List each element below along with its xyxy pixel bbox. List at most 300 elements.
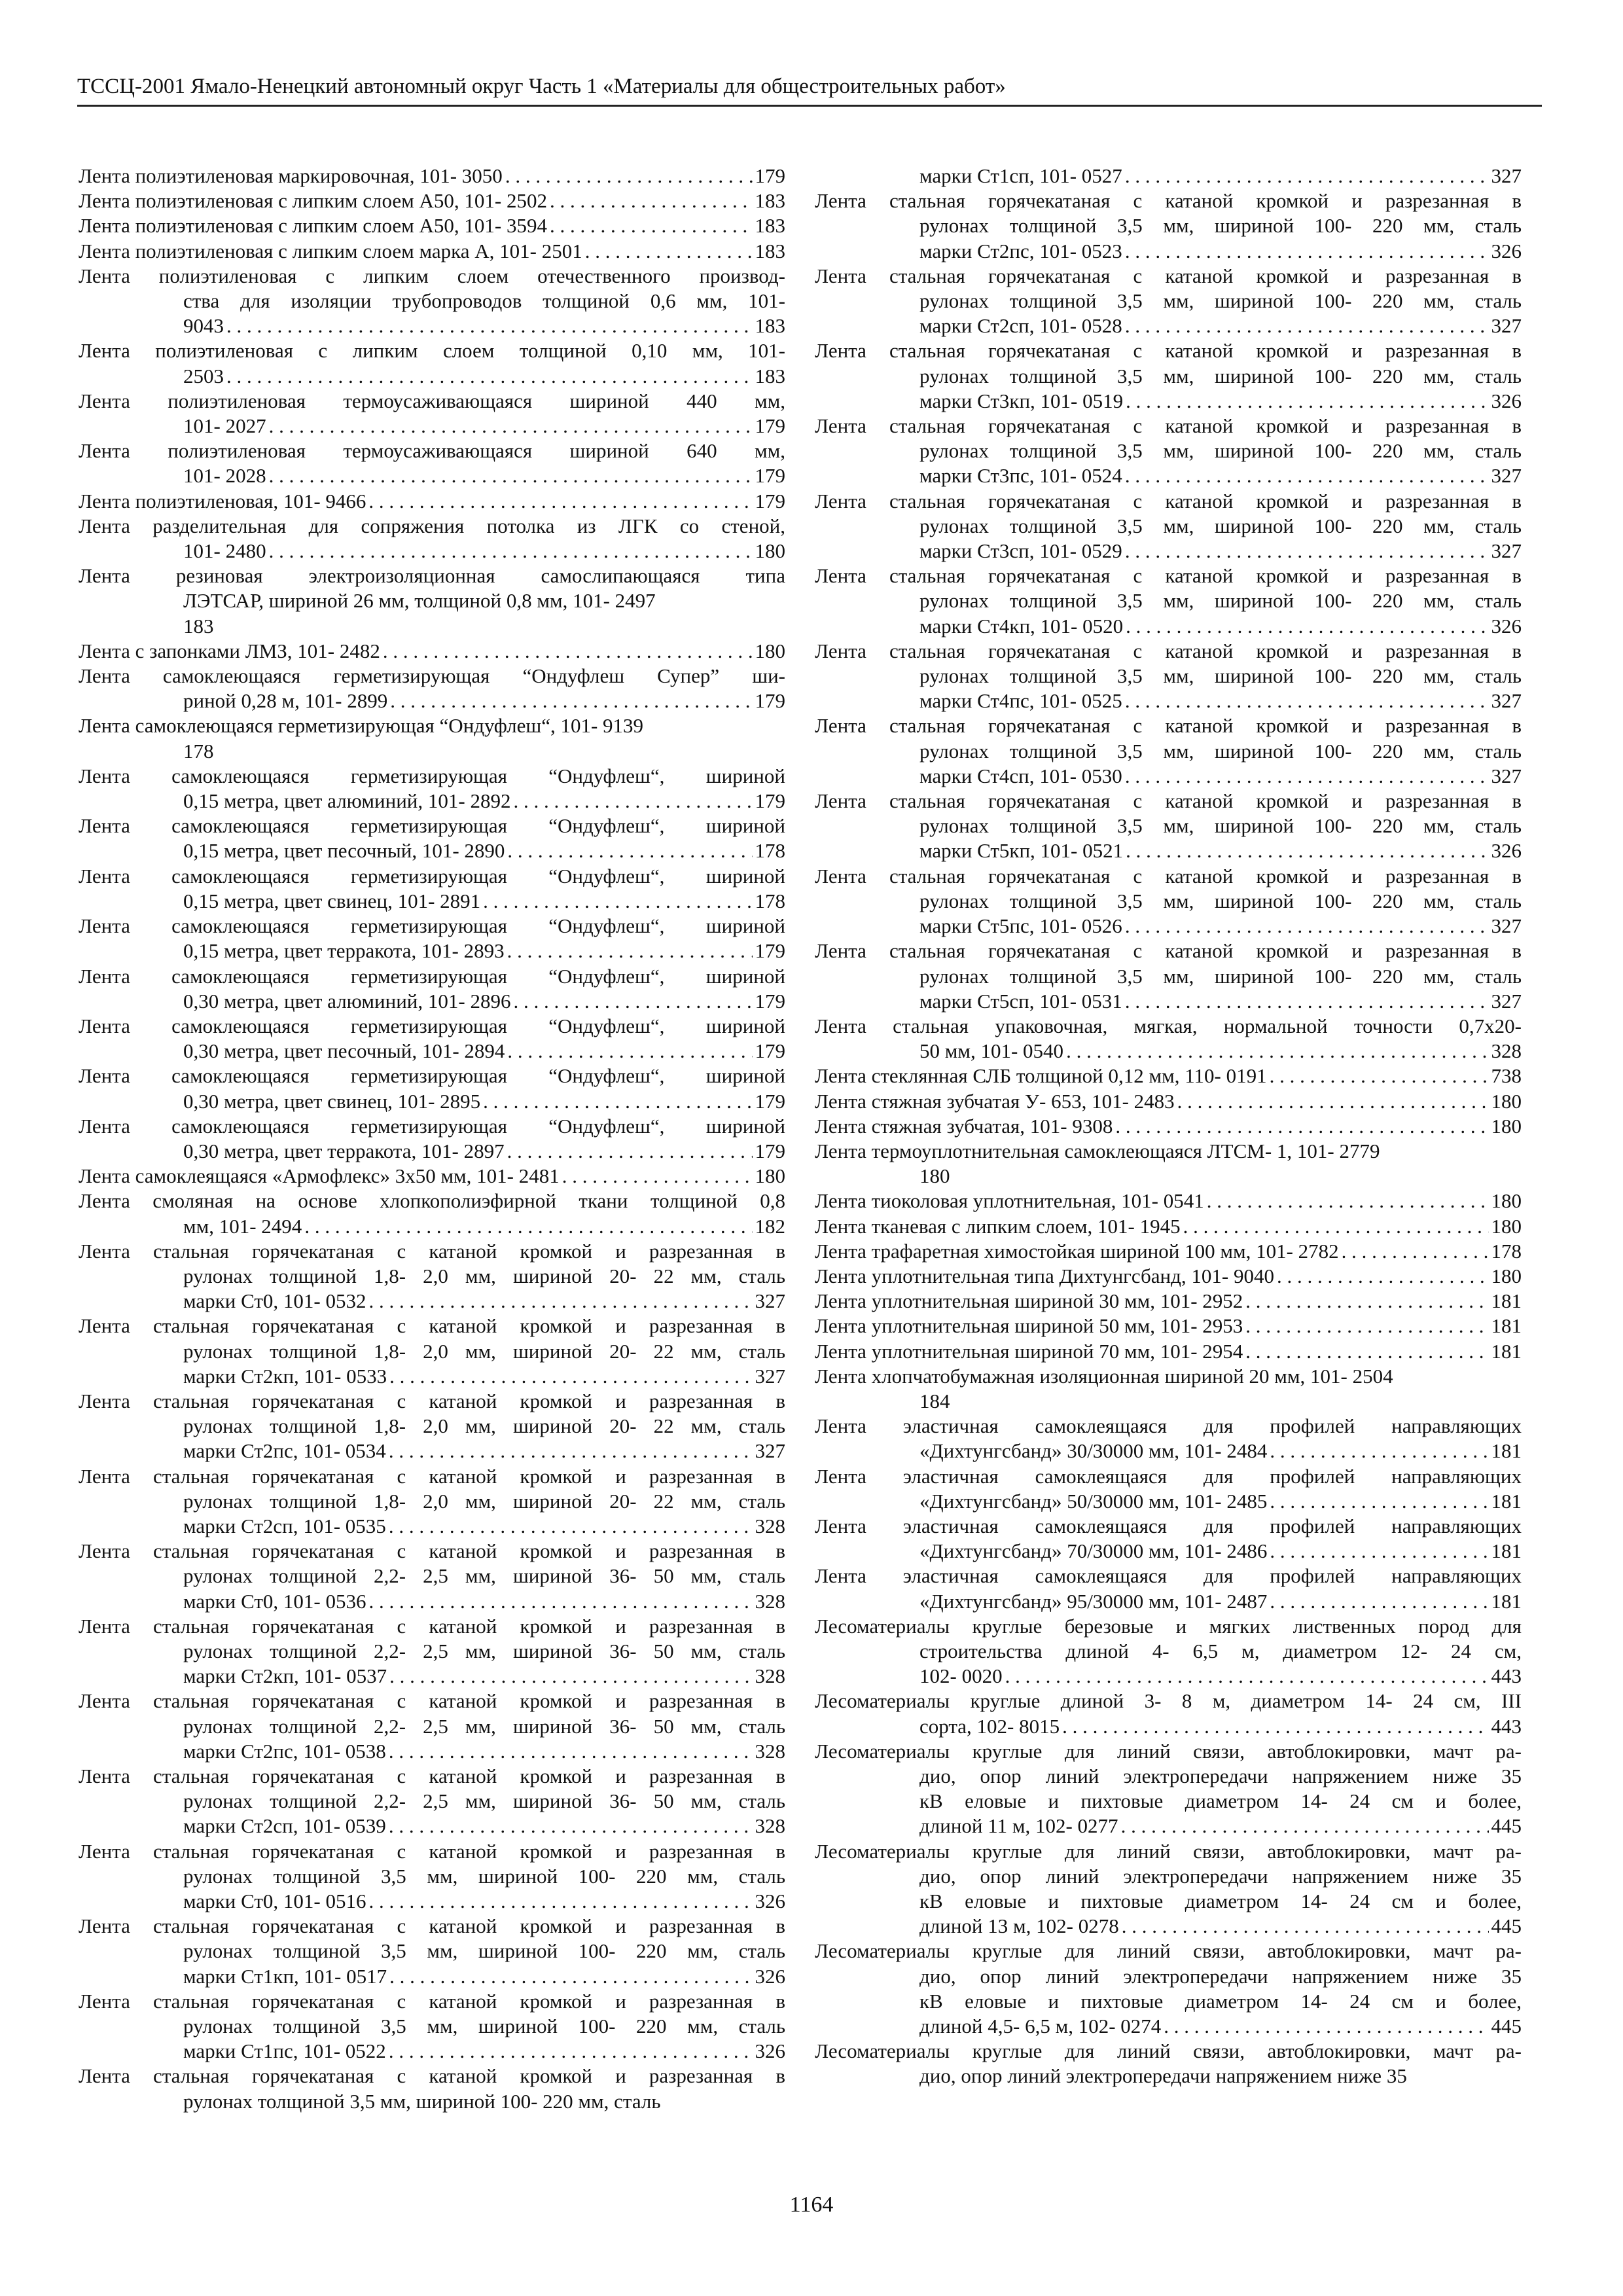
entry-line: Лесоматериалы круглые березовые и мягких лиственных пород для: [815, 1614, 1522, 1638]
dot-leader: [1126, 614, 1488, 639]
dot-leader: [389, 1364, 752, 1389]
entry-line: Лента стальная горячекатаная с катаной кромкой и разрезанная в: [79, 1839, 785, 1863]
index-entry: [815, 1739, 1522, 1839]
entry-page-ref: 327: [1491, 464, 1522, 488]
entry-line: Лента самоклеющаяся герметизирующая “Ондуфлеш“, шириной: [79, 1064, 785, 1088]
index-entry: [79, 1539, 785, 1614]
entry-line: [815, 164, 1522, 188]
index-entry: [79, 564, 785, 639]
entry-line: строительства длиной 4- 6,5 м, диаметром 12- 24 см,: [919, 1639, 1522, 1662]
index-entry: [815, 1464, 1522, 1514]
dot-leader: [389, 1514, 753, 1539]
entry-line: [79, 989, 785, 1014]
entry-page-ref: 443: [1491, 1714, 1522, 1738]
entry-page-ref: 179: [755, 489, 785, 512]
entry-text: 101- 2027: [183, 414, 266, 438]
index-entry: [815, 1289, 1522, 1314]
index-entry: [815, 2039, 1522, 2089]
index-entry: [79, 164, 785, 188]
index-entry: [815, 1939, 1522, 2039]
entry-text: 0,15 метра, цвет свинец, 101- 2891: [183, 889, 481, 912]
index-entry: [79, 439, 785, 488]
entry-page-ref: 183: [755, 364, 785, 387]
entry-line: [79, 1589, 785, 1614]
entry-line: [79, 239, 785, 264]
entry-line: Лента стальная горячекатаная с катаной кромкой и разрезанная в: [815, 939, 1522, 963]
index-entry: [79, 1464, 785, 1539]
index-entry: [815, 1114, 1522, 1139]
entry-page-ref: 179: [755, 689, 785, 713]
index-entry: [79, 1064, 785, 1113]
entry-line: Лента полиэтиленовая термоусаживающаяся шириной 440 мм,: [79, 389, 785, 412]
index-entry: [79, 1989, 785, 2064]
entry-line: [79, 1814, 785, 1839]
entry-text: марки Ст4пс, 101- 0525: [919, 689, 1122, 713]
index-entry: [79, 1164, 785, 1189]
entry-text: марки Ст2пс, 101- 0538: [183, 1739, 386, 1763]
entry-line: рулонах толщиной 3,5 мм, шириной 100- 220 мм, сталь: [919, 814, 1522, 838]
entry-text: «Дихтунгсбанд» 30/30000 мм, 101- 2484: [919, 1439, 1268, 1463]
entry-line: рулонах толщиной 1,8- 2,0 мм, шириной 20- 22 мм, сталь: [183, 1339, 785, 1363]
entry-page-ref: 328: [755, 1514, 785, 1537]
entry-page-ref: 180: [1491, 1089, 1522, 1113]
entry-line: [815, 463, 1522, 488]
entry-page-ref: 328: [755, 1739, 785, 1763]
entry-page-ref: 181: [1491, 1439, 1522, 1463]
dot-leader: [1245, 1289, 1488, 1314]
entry-text: марки Ст2сп, 101- 0539: [183, 1814, 386, 1838]
entry-text: Лента стеклянная СЛБ толщиной 0,12 мм, 110- 0191: [815, 1064, 1267, 1088]
entry-line: [815, 1814, 1522, 1839]
dot-leader: [390, 689, 752, 713]
index-entry: [815, 1089, 1522, 1114]
entry-line: [79, 1889, 785, 1914]
entry-page-ref: 179: [755, 164, 785, 187]
entry-page-ref: 178: [1491, 1239, 1522, 1263]
entry-text: «Дихтунгсбанд» 95/30000 мм, 101- 2487: [919, 1589, 1268, 1613]
dot-leader: [585, 239, 753, 264]
entry-line: [815, 1264, 1522, 1289]
entry-text: Лента уплотнительная шириной 70 мм, 101- 2954: [815, 1339, 1243, 1363]
entry-line: [815, 1489, 1522, 1514]
dot-leader: [507, 838, 752, 863]
entry-text: 0,30 метра, цвет терракота, 101- 2897: [183, 1139, 505, 1162]
entry-line: [815, 1439, 1522, 1463]
entry-text: длиной 4,5- 6,5 м, 102- 0274: [919, 2015, 1162, 2038]
entry-page-ref: 738: [1491, 1064, 1522, 1088]
entry-page-ref: 183: [755, 189, 785, 213]
entry-page-ref: 181: [1491, 1589, 1522, 1613]
entry-line: [79, 889, 785, 914]
dot-leader: [1164, 2014, 1488, 2039]
index-entry: [815, 1139, 1522, 1189]
entry-line: рулонах толщиной 3,5 мм, шириной 100- 220 мм, сталь: [919, 289, 1522, 313]
entry-page-ref: 183: [755, 214, 785, 238]
index-entry: [79, 389, 785, 439]
entry-page-ref: 181: [1491, 1289, 1522, 1313]
index-entry: [79, 1314, 785, 1389]
entry-page-ref: 327: [1491, 764, 1522, 787]
dot-leader: [1277, 1264, 1489, 1289]
dot-leader: [1183, 1214, 1489, 1239]
entry-line: Лента стальная горячекатаная с катаной кромкой и разрезанная в: [79, 1614, 785, 1638]
index-entry: [815, 338, 1522, 414]
entry-line: Лента стальная упаковочная, мягкая, нормальной точности 0,7х20-: [815, 1014, 1522, 1037]
entry-line: [815, 838, 1522, 863]
entry-page-ref: 327: [1491, 539, 1522, 563]
entry-text: Лента уплотнительная шириной 50 мм, 101- 2953: [815, 1314, 1243, 1338]
index-column-left: [79, 164, 785, 2114]
entry-line: Лесоматериалы круглые для линий связи, автоблокировки, мачт ра-: [815, 1939, 1522, 1963]
entry-line: [815, 914, 1522, 939]
index-entry: [815, 1239, 1522, 1264]
dot-leader: [1245, 1314, 1488, 1338]
dot-leader: [1125, 314, 1489, 338]
entry-line: Лента стальная горячекатаная с катаной кромкой и разрезанная в: [815, 189, 1522, 213]
index-entry: [79, 1239, 785, 1314]
entry-line: рулонах толщиной 3,5 мм, шириной 100- 220 мм, сталь: [919, 514, 1522, 537]
index-entry: [815, 1339, 1522, 1364]
entry-line: [79, 1364, 785, 1389]
entry-line: Лента стальная горячекатаная с катаной кромкой и разрезанная в: [815, 564, 1522, 588]
index-entry: [815, 1214, 1522, 1239]
dot-leader: [1270, 1589, 1488, 1614]
entry-line: рулонах толщиной 2,2- 2,5 мм, шириной 36- 50 мм, сталь: [183, 1639, 785, 1662]
index-entry: [815, 414, 1522, 489]
entry-line: [815, 1214, 1522, 1239]
index-entry: [79, 964, 785, 1014]
index-entry: [815, 564, 1522, 639]
entry-page-ref: 183: [183, 614, 214, 637]
entry-line: рулонах толщиной 2,2- 2,5 мм, шириной 36- 50 мм, сталь: [183, 1789, 785, 1813]
entry-page-ref: 180: [1491, 1189, 1522, 1213]
dot-leader: [483, 1089, 752, 1114]
dot-leader: [389, 2039, 753, 2064]
entry-line: [815, 1114, 1522, 1139]
dot-leader: [389, 1964, 752, 1989]
dot-leader: [269, 414, 753, 439]
entry-line: [79, 1514, 785, 1539]
entry-line: Лента стальная горячекатаная с катаной кромкой и разрезанная в: [79, 1989, 785, 2013]
entry-line: [815, 1314, 1522, 1338]
entry-line: Лента стальная горячекатаная с катаной кромкой и разрезанная в: [79, 1389, 785, 1412]
entry-text: 0,15 метра, цвет алюминий, 101- 2892: [183, 789, 511, 813]
entry-line: ства для изоляции трубопроводов толщиной 0,6 мм, 101-: [183, 289, 785, 313]
index-entry: [79, 1689, 785, 1764]
entry-line: [815, 989, 1522, 1014]
entry-text: марки Ст1кп, 101- 0517: [183, 1964, 387, 1988]
entry-text: «Дихтунгсбанд» 50/30000 мм, 101- 2485: [919, 1489, 1268, 1513]
dot-leader: [226, 364, 753, 389]
entry-line: [79, 1164, 785, 1189]
dot-leader: [1121, 1814, 1489, 1839]
index-entry: [79, 1839, 785, 1914]
entry-page-ref: 179: [755, 789, 785, 813]
entry-text: 0,15 метра, цвет терракота, 101- 2893: [183, 939, 505, 963]
entry-text: марки Ст5сп, 101- 0531: [919, 989, 1122, 1013]
entry-line: Лента хлопчатобумажная изоляционная шириной 20 мм, 101- 2504: [815, 1364, 1393, 1388]
index-entry: [815, 164, 1522, 188]
entry-text: 2503: [183, 364, 224, 387]
index-entry: [815, 1414, 1522, 1463]
entry-page-ref: 327: [755, 1289, 785, 1313]
entry-line: [79, 639, 785, 664]
entry-line: рулонах толщиной 3,5 мм, шириной 100- 220 мм, сталь: [919, 439, 1522, 463]
index-column-right: [815, 164, 1522, 2089]
entry-line: [79, 414, 785, 439]
dot-leader: [383, 639, 753, 664]
dot-leader: [368, 489, 752, 514]
entry-line: [815, 539, 1522, 564]
index-entry: [79, 864, 785, 914]
dot-leader: [226, 314, 753, 338]
entry-line: Лента стальная горячекатаная с катаной кромкой и разрезанная в: [79, 1689, 785, 1713]
entry-line: Лента стальная горячекатаная с катаной кромкой и разрезанная в: [79, 1539, 785, 1563]
entry-line: Лента самоклеющаяся герметизирующая “Ондуфлеш“, 101- 9139: [79, 714, 644, 738]
entry-page-ref: 180: [755, 639, 785, 662]
dot-leader: [483, 889, 752, 914]
entry-line: Лента самоклеющаяся герметизирующая “Ондуфлеш“, шириной: [79, 814, 785, 838]
entry-text: марки Ст5пс, 101- 0526: [919, 914, 1122, 938]
index-entry: [815, 1514, 1522, 1564]
entry-line: кВ еловые и пихтовые диаметром 14- 24 см и более,: [919, 1789, 1522, 1813]
index-entry: [79, 2064, 785, 2113]
dot-leader: [1177, 1089, 1489, 1114]
entry-line: Лента эластичная самоклеящаяся для профилей направляющих: [815, 1514, 1522, 1537]
dot-leader: [1126, 389, 1488, 414]
entry-line: [815, 1539, 1522, 1564]
dot-leader: [1125, 463, 1489, 488]
entry-text: 50 мм, 101- 0540: [919, 1039, 1064, 1063]
entry-line: Лента стальная горячекатаная с катаной кромкой и разрезанная в: [79, 1314, 785, 1338]
index-entry: [815, 489, 1522, 564]
dot-leader: [507, 1039, 752, 1064]
entry-page-ref: 178: [183, 739, 214, 762]
entry-line: [79, 1214, 785, 1239]
dot-leader: [1270, 1439, 1488, 1463]
index-entry: [815, 1564, 1522, 1613]
entry-page-ref: 181: [1491, 1539, 1522, 1563]
entry-page-ref: 180: [755, 539, 785, 563]
entry-line: [79, 1089, 785, 1114]
entry-page-ref: 180: [1491, 1214, 1522, 1238]
entry-text: марки Ст2пс, 101- 0534: [183, 1439, 386, 1463]
index-entry: [79, 1389, 785, 1464]
dot-leader: [304, 1214, 752, 1239]
entry-page-ref: 328: [755, 1814, 785, 1838]
entry-text: марки Ст4сп, 101- 0530: [919, 764, 1122, 787]
dot-leader: [1270, 1539, 1488, 1564]
page-number: 1164: [789, 2193, 834, 2217]
entry-line: [815, 1064, 1522, 1088]
index-entry: [815, 1064, 1522, 1088]
entry-text: Лента с запонками ЛМЗ, 101- 2482: [79, 639, 380, 662]
entry-page-ref: 179: [755, 1089, 785, 1113]
entry-text: Лента полиэтиленовая, 101- 9466: [79, 489, 366, 512]
entry-text: Лента трафаретная химостойкая шириной 100 мм, 101- 2782: [815, 1239, 1339, 1263]
entry-line: [79, 1964, 785, 1989]
dot-leader: [269, 463, 753, 488]
index-entry: [815, 789, 1522, 864]
entry-page-ref: 179: [755, 1139, 785, 1162]
index-entry: [815, 1014, 1522, 1064]
entry-page-ref: 326: [755, 1890, 785, 1913]
entry-line: Лента стальная горячекатаная с катаной кромкой и разрезанная в: [815, 264, 1522, 287]
entry-text: «Дихтунгсбанд» 70/30000 мм, 101- 2486: [919, 1539, 1268, 1563]
entry-line: Лента самоклеющаяся герметизирующая “Ондуфлеш“, шириной: [79, 964, 785, 988]
entry-page-ref: 179: [755, 1039, 785, 1063]
dot-leader: [1125, 164, 1489, 188]
entry-text: марки Ст2кп, 101- 0537: [183, 1664, 387, 1688]
entry-page-ref: 326: [755, 1964, 785, 1988]
entry-line: [815, 1239, 1522, 1264]
dot-leader: [1270, 1489, 1488, 1514]
entry-line: Лента стальная горячекатаная с катаной кромкой и разрезанная в: [79, 1765, 785, 1787]
entry-text: длиной 11 м, 102- 0277: [919, 1814, 1118, 1838]
index-entry: [815, 1314, 1522, 1338]
entry-page-ref: 180: [755, 1164, 785, 1188]
entry-line: Лента самоклеющаяся герметизирующая “Ондуфлеш“, шириной: [79, 864, 785, 888]
dot-leader: [550, 188, 753, 213]
dot-leader: [368, 1289, 752, 1314]
entry-line: [79, 213, 785, 238]
entry-line: Лента резиновая электроизоляционная самослипающаяся типа: [79, 564, 785, 588]
entry-line: Лесоматериалы круглые длиной 3- 8 м, диаметром 14- 24 см, III: [815, 1689, 1522, 1713]
entry-page-ref: 327: [1491, 989, 1522, 1013]
dot-leader: [1066, 1039, 1488, 1064]
dot-leader: [1125, 689, 1489, 713]
dot-leader: [389, 1739, 753, 1764]
entry-line: [815, 614, 1522, 639]
index-entry: [815, 864, 1522, 939]
index-entry: [79, 1114, 785, 1164]
entry-text: марки Ст2кп, 101- 0533: [183, 1364, 387, 1388]
entry-line: Лента стальная горячекатаная с катаной кромкой и разрезанная в: [815, 339, 1522, 363]
entry-line: [815, 1339, 1522, 1364]
entry-line: [79, 489, 785, 514]
entry-line: рулонах толщиной 3,5 мм, шириной 100- 220 мм, сталь: [183, 2015, 785, 2038]
entry-line: рулонах толщиной 3,5 мм, шириной 100- 220 мм, сталь: [919, 964, 1522, 988]
dot-leader: [1115, 1114, 1488, 1139]
index-entry: [815, 1189, 1522, 1213]
entry-line: [79, 838, 785, 863]
entry-line: [815, 1714, 1522, 1739]
entry-line: кВ еловые и пихтовые диаметром 14- 24 см и более,: [919, 1890, 1522, 1913]
dot-leader: [1122, 1914, 1489, 1939]
index-entry: [815, 1839, 1522, 1939]
entry-line: [815, 689, 1522, 713]
index-entry: [815, 1689, 1522, 1738]
index-entry: [79, 489, 785, 514]
entry-text: Лента тиоколовая уплотнительная, 101- 0541: [815, 1189, 1204, 1213]
index-entry: [815, 713, 1522, 789]
entry-text: Лента стяжная зубчатая, 101- 9308: [815, 1114, 1113, 1138]
dot-leader: [1125, 914, 1489, 939]
entry-page-ref: 326: [1491, 839, 1522, 863]
entry-text: длиной 13 м, 102- 0278: [919, 1914, 1119, 1938]
index-entry: [79, 514, 785, 564]
entry-page-ref: 179: [755, 939, 785, 963]
entry-line: рулонах толщиной 2,2- 2,5 мм, шириной 36- 50 мм, сталь: [183, 1564, 785, 1588]
entry-line: Лента эластичная самоклеящаяся для профилей направляющих: [815, 1414, 1522, 1438]
dot-leader: [507, 939, 753, 963]
entry-text: Лента самоклеящаяся «Армофлекс» 3х50 мм, 101- 2481: [79, 1164, 560, 1188]
entry-line: рулонах толщиной 3,5 мм, шириной 100- 220 мм, сталь: [919, 589, 1522, 613]
entry-page-ref: 327: [1491, 164, 1522, 187]
entry-line: Лента самоклеющаяся герметизирующая “Ондуфлеш“, шириной: [79, 1114, 785, 1138]
entry-line: [815, 1289, 1522, 1314]
index-entry: [79, 1014, 785, 1064]
entry-page-ref: 179: [755, 414, 785, 438]
entry-line: [79, 188, 785, 213]
dot-leader: [1126, 838, 1488, 863]
index-entry: [815, 939, 1522, 1014]
entry-page-ref: 445: [1491, 1914, 1522, 1938]
entry-page-ref: 445: [1491, 2015, 1522, 2038]
entry-text: 101- 2480: [183, 539, 266, 563]
entry-line: Лента стальная горячекатаная с катаной кромкой и разрезанная в: [815, 789, 1522, 813]
entry-line: [815, 239, 1522, 264]
entry-line: [79, 2039, 785, 2064]
entry-line: Лента смоляная на основе хлопкополиэфирной ткани толщиной 0,8: [79, 1189, 785, 1213]
entry-line: рулонах толщиной 3,5 мм, шириной 100- 220 мм, сталь: [919, 214, 1522, 238]
entry-text: мм, 101- 2494: [183, 1214, 302, 1238]
entry-page-ref: 328: [1491, 1039, 1522, 1063]
entry-line: [815, 2014, 1522, 2039]
entry-text: марки Ст3сп, 101- 0529: [919, 539, 1122, 563]
entry-page-ref: 183: [755, 314, 785, 338]
entry-line: рулонах толщиной 1,8- 2,0 мм, шириной 20- 22 мм, сталь: [183, 1264, 785, 1287]
entry-page-ref: 443: [1491, 1664, 1522, 1688]
entry-text: Лента полиэтиленовая с липким слоем марка А, 101- 2501: [79, 239, 582, 262]
entry-line: [79, 689, 785, 713]
index-entry: [79, 1189, 785, 1238]
index-entry: [79, 213, 785, 238]
entry-line: Лента стальная горячекатаная с катаной кромкой и разрезанная в: [815, 414, 1522, 438]
entry-line: [79, 164, 785, 188]
dot-leader: [1005, 1664, 1489, 1689]
entry-line: [79, 789, 785, 814]
entry-line: Лесоматериалы круглые для линий связи, автоблокировки, мачт ра-: [815, 1839, 1522, 1863]
entry-line: [79, 939, 785, 963]
entry-line: [79, 1664, 785, 1689]
entry-page-ref: 181: [1491, 1339, 1522, 1363]
index-entry: [79, 338, 785, 388]
entry-page-ref: 327: [1491, 689, 1522, 713]
dot-leader: [1125, 989, 1489, 1014]
entry-text: марки Ст4кп, 101- 0520: [919, 614, 1124, 637]
index-entry: [79, 764, 785, 814]
entry-text: 0,15 метра, цвет песочный, 101- 2890: [183, 839, 505, 863]
entry-line: Лента эластичная самоклеящаяся для профилей направляющих: [815, 1464, 1522, 1488]
entry-text: марки Ст1пс, 101- 0522: [183, 2039, 386, 2063]
entry-line: [815, 1039, 1522, 1064]
entry-line: дио, опор линий электропередачи напряжением ниже 35: [919, 1765, 1522, 1787]
running-header: ТССЦ-2001 Ямало-Ненецкий автономный округ Часть 1 «Материалы для общестроительных работ»: [77, 75, 1006, 98]
entry-text: Лента стяжная зубчатая У- 653, 101- 2483: [815, 1089, 1175, 1113]
entry-page-ref: 179: [755, 989, 785, 1013]
index-entry: [79, 1914, 785, 1989]
entry-line: рулонах толщиной 3,5 мм, шириной 100- 220 мм, сталь: [183, 2089, 661, 2113]
entry-text: 0,30 метра, цвет алюминий, 101- 2896: [183, 989, 511, 1013]
entry-page-ref: 326: [1491, 614, 1522, 637]
entry-page-ref: 178: [755, 839, 785, 863]
dot-leader: [513, 789, 752, 814]
entry-line: [79, 1439, 785, 1463]
dot-leader: [1125, 239, 1489, 264]
dot-leader: [368, 1589, 752, 1614]
entry-page-ref: 328: [755, 1589, 785, 1613]
